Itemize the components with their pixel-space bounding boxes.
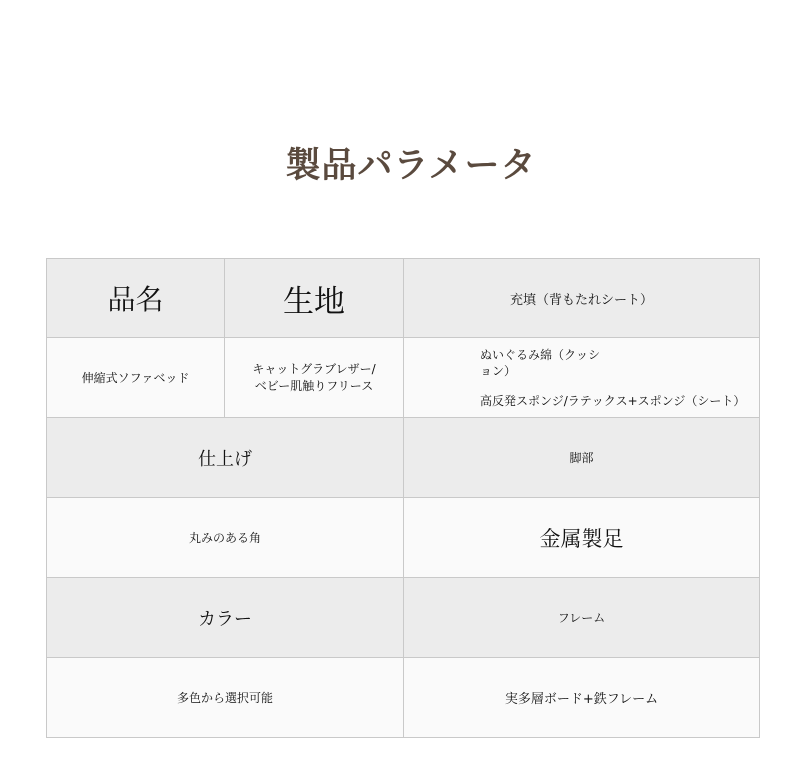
legs-label-cell: 脚部 (404, 417, 760, 498)
filling-label-cell: 充填（背もたれシート） (404, 259, 760, 338)
product-parameter-table (46, 258, 760, 738)
page-title: 製品パラメータ (285, 146, 537, 186)
table-row-header (47, 259, 760, 338)
filling-value-cell (404, 338, 760, 417)
fabric-value-line-1: キャットグラブレザー/ (252, 361, 376, 376)
table-row-color-frame-labels (47, 577, 760, 658)
fabric-label-cell: 生地 (225, 259, 404, 338)
color-value-cell: 多色から選択可能 (47, 658, 404, 738)
filling-value-cushion: ぬいぐるみ綿（クッション） (480, 347, 601, 378)
table-row-values (47, 338, 760, 417)
fabric-value-cell (225, 338, 404, 417)
table-row-color-frame-values (47, 658, 760, 738)
frame-label-cell: フレーム (404, 577, 760, 658)
legs-value-cell: 金属製足 (404, 498, 760, 577)
name-value-cell: 伸縮式ソファベッド (47, 338, 225, 417)
color-label-cell: カラー (47, 577, 404, 658)
finish-value-cell: 丸みのある角 (47, 498, 404, 577)
table-row-finish-legs-labels (47, 417, 760, 498)
fabric-value-line-2: ベビー肌触りフリース (254, 378, 374, 393)
table-row-finish-legs-values (47, 498, 760, 577)
name-label-cell: 品名 (47, 259, 225, 338)
frame-value-cell: 実多層ボード+鉄フレーム (404, 658, 760, 738)
filling-value-seat: 高反発スポンジ/ラテックス+スポンジ（シート） (480, 393, 746, 408)
finish-label-cell: 仕上げ (47, 417, 404, 498)
